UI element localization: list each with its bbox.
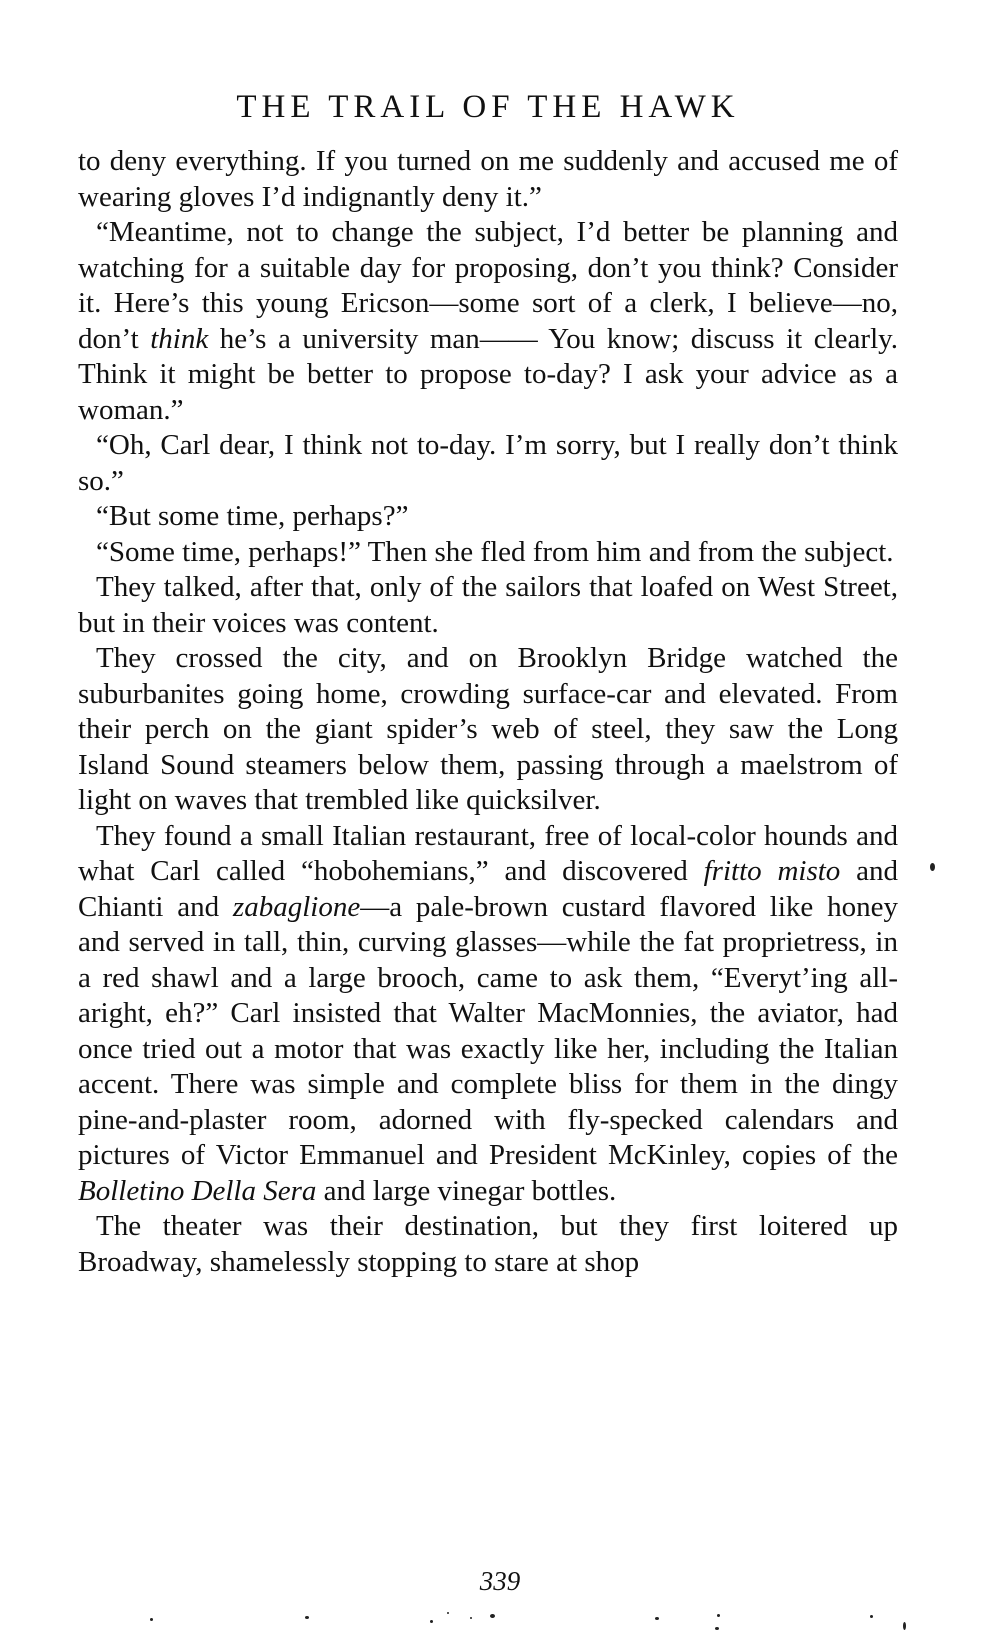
paragraph-3: [78, 428, 898, 499]
italic-run: zabaglione: [232, 890, 361, 923]
scan-speck: [447, 1612, 449, 1614]
scan-speck: [430, 1620, 433, 1623]
paragraph-2: [78, 215, 898, 428]
paragraph-4: [78, 499, 898, 535]
text-run: “Some time, perhaps!” Then she fled from him and from the subject.: [96, 535, 894, 568]
paragraph-1: [78, 144, 898, 215]
text-run: The theater was their destination, but they first loitered up Broadway, shamelessly stopping to stare at shop: [78, 1210, 898, 1278]
paragraph-7: [78, 641, 898, 819]
paragraph-8: [78, 819, 898, 1210]
text-run: he’s a university man—— You know; discuss it clearly. Think it might be better to propose to-day? I ask your advice as a woman.”: [78, 322, 898, 426]
text-run: They found a small Italian restaurant, free of local-color hounds and what Carl called “hobohemians,” and discovered: [78, 819, 898, 887]
text-run: “But some time, perhaps?”: [96, 500, 409, 532]
text-run: to deny everything. If you turned on me suddenly and accused me of wearing gloves I’d indignantly deny it.”: [78, 145, 898, 213]
scan-speck: [305, 1616, 309, 1619]
scan-speck: [903, 1622, 906, 1630]
text-run: and large vinegar bottles.: [316, 1174, 617, 1207]
running-head: THE TRAIL OF THE HAWK: [236, 89, 740, 125]
scan-speck: [717, 1614, 720, 1617]
scan-speck: [930, 863, 935, 871]
scan-speck: [470, 1617, 472, 1619]
text-run: They talked, after that, only of the sailors that loafed on West Street, but in their voices was content.: [78, 571, 898, 639]
scan-speck: [490, 1614, 495, 1618]
paragraph-5: [78, 535, 898, 571]
body-text: [78, 144, 898, 1280]
italic-run: think: [150, 322, 209, 355]
scan-speck: [715, 1627, 719, 1630]
scan-speck: [150, 1618, 153, 1621]
italic-run: fritto misto: [703, 855, 841, 887]
page-number: 339: [479, 1566, 521, 1596]
scan-speck: [870, 1615, 873, 1618]
text-run: “Oh, Carl dear, I think not to-day. I’m sorry, but I really don’t think so.”: [78, 429, 898, 497]
paragraph-6: [78, 570, 898, 641]
scan-speck: [655, 1617, 659, 1620]
text-run: “Meantime, not to change the subject, I’d better be planning and watching for a suitable day for proposing, don’t you think? Consider it. Here’s this young Ericson—some sort of a clerk, I believe—no, don’t: [78, 216, 898, 355]
text-run: and Chianti and: [78, 855, 898, 923]
text-run: They crossed the city, and on Brooklyn Bridge watched the suburbanites going home, crowding surface-car and elevated. From their perch on the giant spider’s web of steel, they saw the Long Island Sound steamers below them, passing through a maelstrom of light on waves that trembled like quicksilver.: [78, 642, 898, 816]
text-run: —a pale-brown custard flavored like honey and served in tall, thin, curving glasses—while the fat proprietress, in a red shawl and a large brooch, came to ask them, “Everyt’ing all-aright, eh?” Carl insisted that Walter MacMonnies, the aviator, had once tried out a motor that was exactly like her, including the Italian accent. There was simple and complete bliss for them in the dingy pine-and-plaster room, adorned with fly-specked calendars and pictures of Victor Emmanuel and President McKinley, copies of the: [78, 890, 898, 1171]
book-page: [78, 84, 898, 1280]
italic-run: Bolletino Della Sera: [78, 1174, 317, 1207]
paragraph-9: [78, 1209, 898, 1280]
